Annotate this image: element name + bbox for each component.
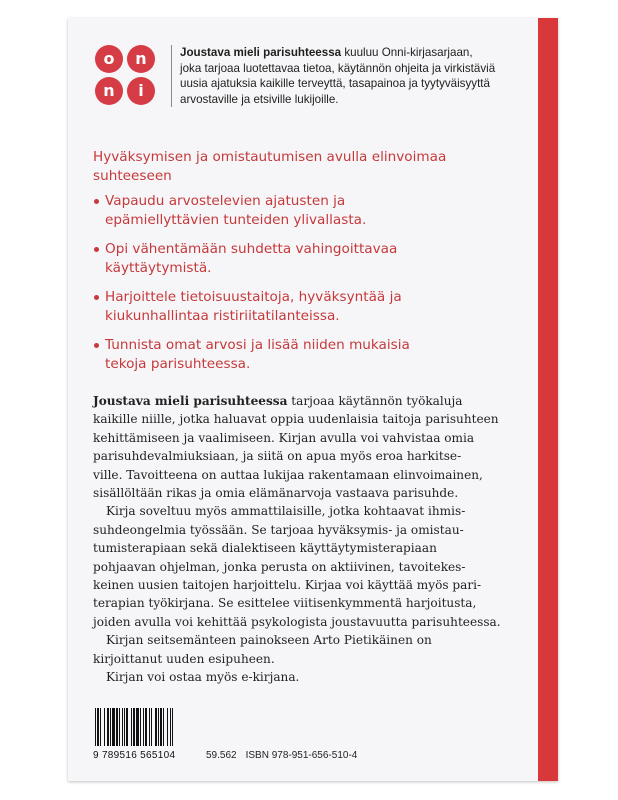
- body-line: pohjaavan ohjelman, jonka perusta on aktiivinen, tavoitekes-: [93, 559, 466, 574]
- body-line: joiden avulla voi kehittää psykologista joustavuutta parisuhteessa.: [93, 614, 501, 629]
- series-line: uusia ajatuksia kaikille terveyttä, tasapainoa ja tyytyväisyyttä: [180, 77, 490, 90]
- benefit-item: [93, 288, 533, 326]
- barcode-bar: [119, 708, 120, 746]
- barcode-bar: [126, 708, 128, 746]
- body-line: kaikille niille, jotka haluavat oppia uudenlaisia taitoja parisuhteen: [93, 412, 499, 427]
- body-line: keinen uusien taitojen harjoittelu. Kirjaa voi käyttää myös pari-: [93, 578, 482, 593]
- barcode-bar: [163, 708, 164, 746]
- benefit-line: Tunnista omat arvosi ja lisää niiden mukaisia: [105, 337, 410, 353]
- barcode-bar: [170, 708, 171, 746]
- barcode-bar: [133, 708, 135, 746]
- body-line: Kirja soveltuu myös ammattilaisille, jotka kohtaavat ihmis-: [106, 504, 466, 519]
- barcode-bar: [151, 708, 152, 746]
- isbn-info: [206, 750, 366, 761]
- body-line: kehittämiseen ja vaalimiseen. Kirjan avulla voi vahvistaa omia: [93, 430, 475, 445]
- logo-letter: o: [95, 45, 123, 73]
- book-title: Joustava mieli parisuhteessa: [93, 394, 288, 408]
- series-line-rest: kuuluu Onni-kirjasarjaan,: [341, 46, 473, 59]
- onni-logo: [95, 45, 157, 107]
- red-spine-strip: [538, 18, 558, 781]
- barcode-bar: [112, 708, 115, 746]
- barcode-bar: [131, 708, 132, 746]
- heading-line: suhteeseen: [93, 168, 172, 184]
- body-line: terapian työkirjana. Se esittelee viitisenkymmentä harjoitusta,: [93, 596, 477, 611]
- heading-line: Hyväksymisen ja omistautumisen avulla elinvoimaa: [93, 149, 447, 165]
- body-line: Kirjan voi ostaa myös e-kirjana.: [106, 670, 300, 685]
- description-text: [93, 392, 511, 687]
- barcode-bar: [145, 708, 147, 746]
- benefit-line: kiukunhallintaa ristiriitatilanteissa.: [105, 308, 340, 324]
- barcode-bar: [158, 708, 159, 746]
- body-line: ville. Tavoitteena on auttaa lukijaa rakentamaan elinvoimainen,: [93, 467, 483, 482]
- series-line: joka tarjoaa luotettavaa tietoa, käytännön ohjeita ja virkistäviä: [180, 61, 496, 75]
- benefit-item: [93, 240, 533, 278]
- series-line: [180, 45, 520, 61]
- barcode-bar: [100, 708, 101, 746]
- body-line: suhdeongelmia työssään. Se tarjoaa hyväksymis- ja omistau-: [93, 522, 464, 537]
- barcode-bar: [104, 708, 105, 746]
- benefit-item: [93, 336, 533, 374]
- body-line: Kirjan seitsemänteen painokseen Arto Pietikäinen on: [106, 633, 432, 648]
- benefits-heading: [93, 148, 533, 186]
- barcode-bar: [160, 708, 162, 746]
- barcode-bar: [107, 708, 109, 746]
- series-line: arvostaville ja etsiville lukijoille.: [180, 92, 339, 106]
- logo-letter: n: [95, 77, 123, 105]
- body-line: kirjoittanut uuden esipuheen.: [93, 651, 275, 666]
- barcode-bar: [122, 708, 123, 746]
- barcode-bar: [97, 708, 99, 746]
- logo-letter: i: [127, 77, 155, 105]
- barcode-bar: [143, 708, 144, 746]
- barcode-bar: [140, 708, 141, 746]
- class-code: 59.562: [206, 750, 237, 761]
- benefit-item: [93, 192, 533, 230]
- body-line: sisällöltään rikas ja omia elämänarvoja vastaava parisuhde.: [93, 486, 459, 501]
- body-line: tumisterapiaan sekä dialektiseen käyttäytymisterapiaan: [93, 541, 437, 556]
- benefit-line: Opi vähentämään suhdetta vahingoittavaa: [105, 241, 398, 257]
- barcode-bar: [124, 708, 125, 746]
- isbn-number: ISBN 978-951-656-510-4: [245, 750, 358, 761]
- barcode-bar: [149, 708, 150, 746]
- benefit-line: tekoja parisuhteessa.: [105, 356, 251, 372]
- benefit-line: Harjoittele tietoisuustaitoja, hyväksyntää ja: [105, 289, 402, 305]
- barcode-bar: [172, 708, 173, 746]
- body-line-rest: tarjoaa käytännön työkaluja: [287, 394, 463, 408]
- series-description: [180, 45, 520, 107]
- benefits-section: [93, 148, 533, 384]
- body-line: [93, 392, 511, 410]
- barcode-bars: [93, 708, 205, 748]
- barcode-bar: [116, 708, 118, 746]
- barcode-bar: [136, 708, 139, 746]
- benefit-line: käyttäytymistä.: [105, 260, 212, 276]
- series-title: Joustava mieli parisuhteessa: [180, 46, 342, 59]
- benefit-line: epämiellyttävien tunteiden ylivallasta.: [105, 212, 367, 228]
- barcode-bar: [155, 708, 157, 746]
- body-line: parisuhdevalmiuksiaan, ja siitä on apua myös eroa harkitse-: [93, 449, 462, 464]
- barcode-bar: [167, 708, 168, 746]
- barcode-digits: 9 789516 565104: [93, 750, 176, 761]
- logo-letter: n: [127, 45, 155, 73]
- barcode-bar: [110, 708, 111, 746]
- benefits-list: [93, 192, 533, 374]
- barcode-bar: [95, 708, 96, 746]
- benefit-line: Vapaudu arvostelevien ajatusten ja: [105, 193, 346, 209]
- logo-divider: [171, 45, 172, 107]
